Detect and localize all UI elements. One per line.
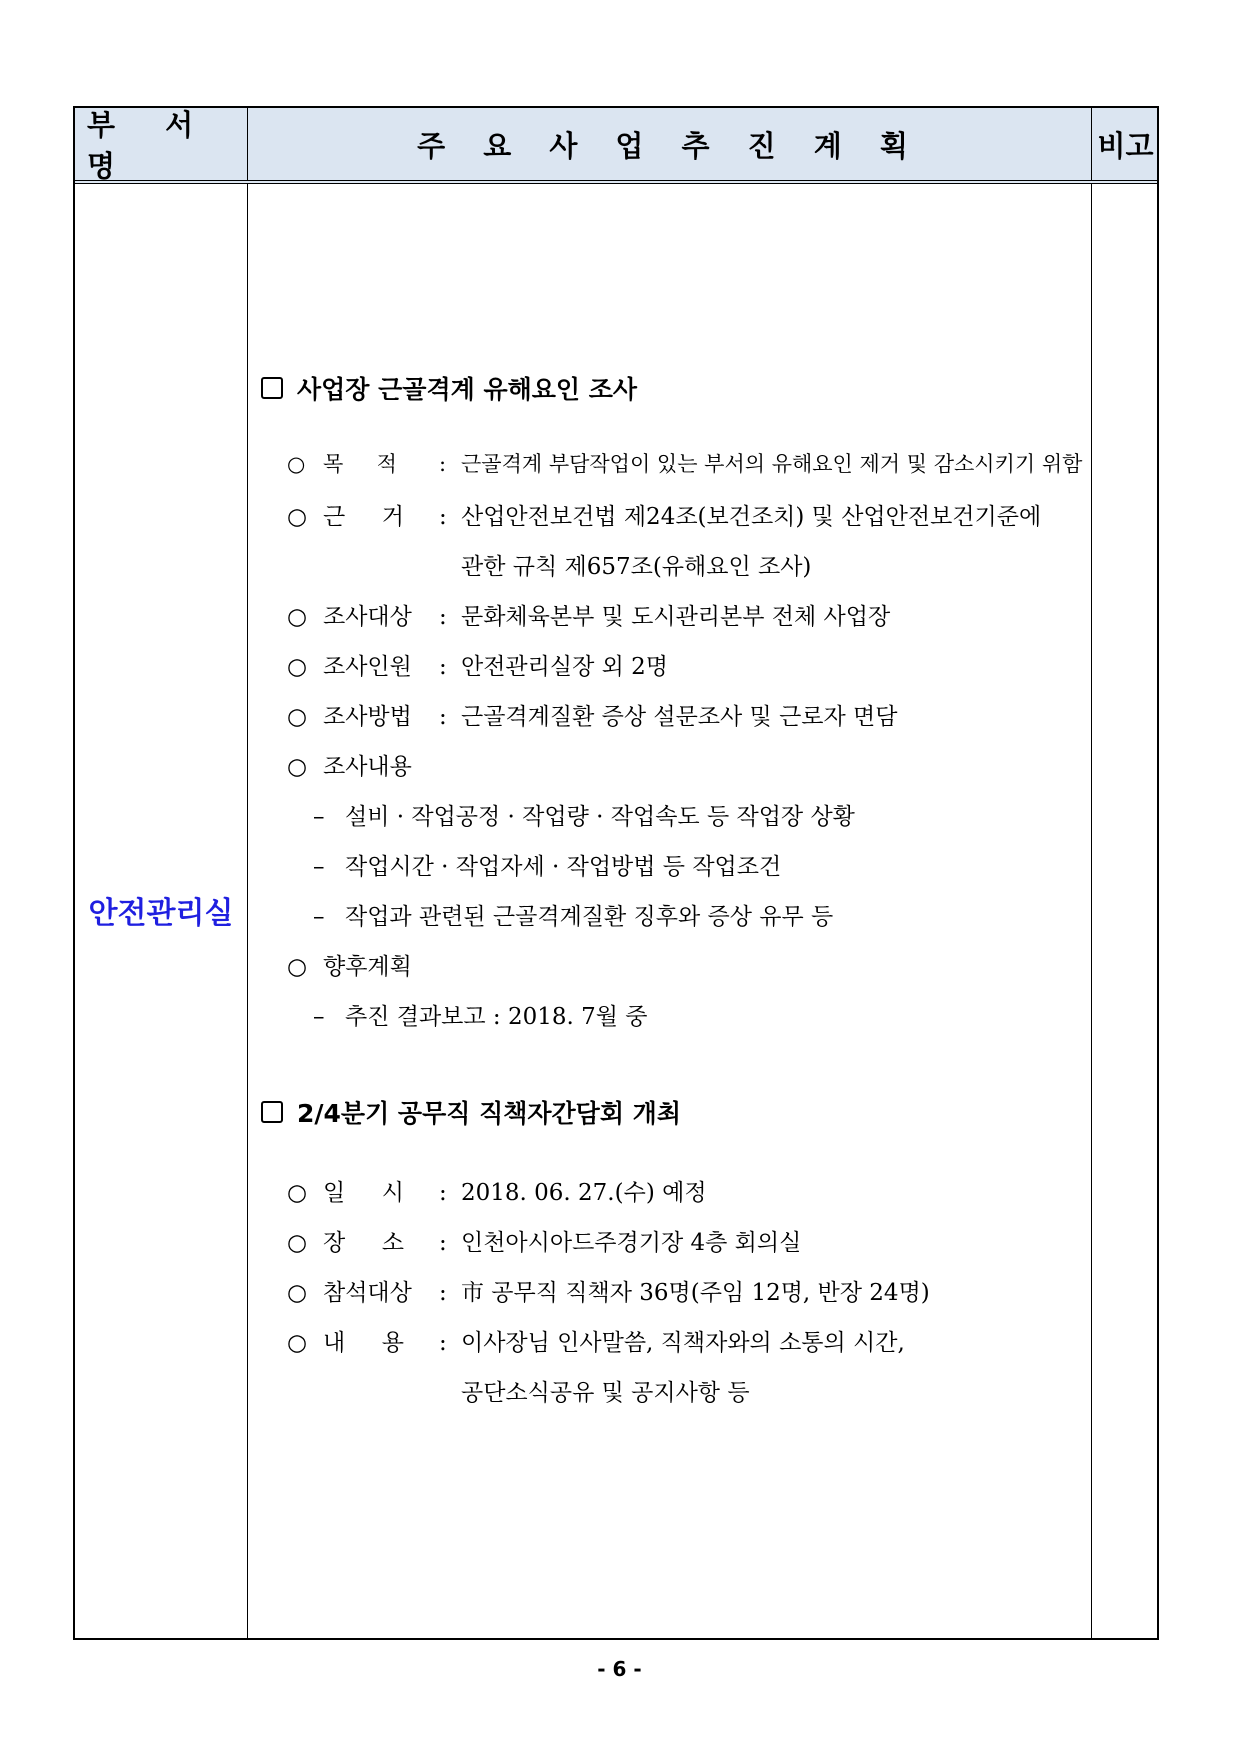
header-department: 부 서 명 bbox=[87, 108, 214, 183]
section2-item-place bbox=[287, 1224, 801, 1257]
item-value: 이사장님 인사말씀, 직책자와의 소통의 시간, bbox=[461, 1330, 905, 1356]
checkbox-square-icon bbox=[261, 1101, 283, 1123]
sub-item-text: 작업과 관련된 근골격계질환 징후와 증상 유무 등 bbox=[345, 904, 834, 930]
item-value: 근골격계질환 증상 설문조사 및 근로자 면담 bbox=[461, 704, 898, 730]
section1-title bbox=[261, 370, 637, 406]
circle-bullet-icon: ○ bbox=[287, 654, 308, 680]
section1-item-future bbox=[287, 948, 412, 981]
item-label: 장 소 bbox=[323, 1230, 404, 1256]
table-header bbox=[75, 108, 1157, 184]
item-label: 내 용 bbox=[323, 1330, 404, 1356]
item-value: 안전관리실장 외 2명 bbox=[461, 654, 668, 680]
item-colon: : bbox=[439, 654, 447, 680]
dash-bullet: – bbox=[313, 904, 325, 930]
item-colon: : bbox=[439, 1230, 447, 1256]
item-value: 공단소식공유 및 공지사항 등 bbox=[461, 1380, 750, 1406]
item-label: 향후계획 bbox=[323, 954, 412, 980]
item-label: 조사방법 bbox=[323, 704, 412, 730]
plan-table bbox=[73, 106, 1159, 1640]
item-value: 관한 규칙 제657조(유해요인 조사) bbox=[461, 554, 812, 580]
section1-item-method bbox=[287, 698, 897, 731]
item-colon: : bbox=[439, 704, 447, 730]
circle-bullet-icon: ○ bbox=[287, 1230, 308, 1256]
header-plan: 주 요 사 업 추 진 계 획 bbox=[247, 108, 1091, 180]
circle-bullet-icon: ○ bbox=[287, 452, 306, 476]
sub-item-text: 작업시간 · 작업자세 · 작업방법 등 작업조건 bbox=[345, 854, 782, 880]
section1-item-basis-cont bbox=[461, 548, 811, 581]
circle-bullet-icon: ○ bbox=[287, 954, 308, 980]
item-colon: : bbox=[439, 1180, 447, 1206]
dash-bullet: – bbox=[313, 804, 325, 830]
section1-item-content bbox=[287, 748, 439, 781]
section2-item-attendees bbox=[287, 1274, 930, 1307]
section2-item-content-cont bbox=[461, 1374, 750, 1407]
section1-item-staff bbox=[287, 648, 668, 681]
item-value: 市 공무직 직책자 36명(주임 12명, 반장 24명) bbox=[461, 1280, 930, 1306]
header-note: 비고 bbox=[1091, 108, 1159, 180]
department-name: 안전관리실 bbox=[88, 896, 234, 931]
item-label: 조사인원 bbox=[323, 654, 412, 680]
item-value: 인천아시아드주경기장 4층 회의실 bbox=[461, 1230, 802, 1256]
sub-item-text: 설비 · 작업공정 · 작업량 · 작업속도 등 작업장 상황 bbox=[345, 804, 855, 830]
item-label: 일 시 bbox=[323, 1180, 404, 1206]
sub-item-text: 추진 결과보고 : 2018. 7월 중 bbox=[345, 1004, 648, 1030]
column-divider-left bbox=[247, 184, 248, 1638]
item-value: 문화체육본부 및 도시관리본부 전체 사업장 bbox=[461, 604, 891, 630]
item-value: 2018. 06. 27.(수) 예정 bbox=[461, 1180, 707, 1206]
item-label: 조사대상 bbox=[323, 604, 412, 630]
section2-title-text: 2/4분기 공무직 직책자간담회 개최 bbox=[297, 1099, 681, 1128]
circle-bullet-icon: ○ bbox=[287, 504, 308, 530]
item-colon: : bbox=[439, 1330, 447, 1356]
section1-sub-item bbox=[313, 798, 855, 831]
section1-title-text: 사업장 근골격계 유해요인 조사 bbox=[297, 375, 638, 404]
item-label: 참석대상 bbox=[323, 1280, 412, 1306]
item-colon: : bbox=[439, 1280, 447, 1306]
page-number: - 6 - bbox=[597, 1657, 642, 1681]
circle-bullet-icon: ○ bbox=[287, 1330, 308, 1356]
item-label: 목 적 bbox=[323, 452, 397, 476]
dash-bullet: – bbox=[313, 854, 325, 880]
item-colon: : bbox=[439, 604, 447, 630]
column-divider-right bbox=[1091, 184, 1092, 1638]
item-value: 근골격계 부담작업이 있는 부서의 유해요인 제거 및 감소시키기 위함 bbox=[461, 452, 1083, 476]
section2-item-date bbox=[287, 1174, 707, 1207]
section2-title bbox=[261, 1094, 681, 1130]
section1-item-target bbox=[287, 598, 890, 631]
section1-sub-item bbox=[313, 848, 781, 881]
circle-bullet-icon: ○ bbox=[287, 1280, 308, 1306]
item-colon: : bbox=[439, 504, 447, 530]
section1-sub-item bbox=[313, 898, 833, 931]
checkbox-square-icon bbox=[261, 377, 283, 399]
section1-item-basis bbox=[287, 498, 1041, 531]
dash-bullet: – bbox=[313, 1004, 325, 1030]
circle-bullet-icon: ○ bbox=[287, 1180, 308, 1206]
item-colon: : bbox=[439, 452, 447, 476]
item-label: 조사내용 bbox=[323, 754, 412, 780]
item-label: 근 거 bbox=[323, 504, 404, 530]
section1-future-sub bbox=[313, 998, 648, 1031]
item-value: 산업안전보건법 제24조(보건조치) 및 산업안전보건기준에 bbox=[461, 504, 1042, 530]
circle-bullet-icon: ○ bbox=[287, 754, 308, 780]
section1-item-purpose bbox=[287, 448, 1082, 478]
section2-item-content bbox=[287, 1324, 905, 1357]
circle-bullet-icon: ○ bbox=[287, 604, 308, 630]
circle-bullet-icon: ○ bbox=[287, 704, 308, 730]
